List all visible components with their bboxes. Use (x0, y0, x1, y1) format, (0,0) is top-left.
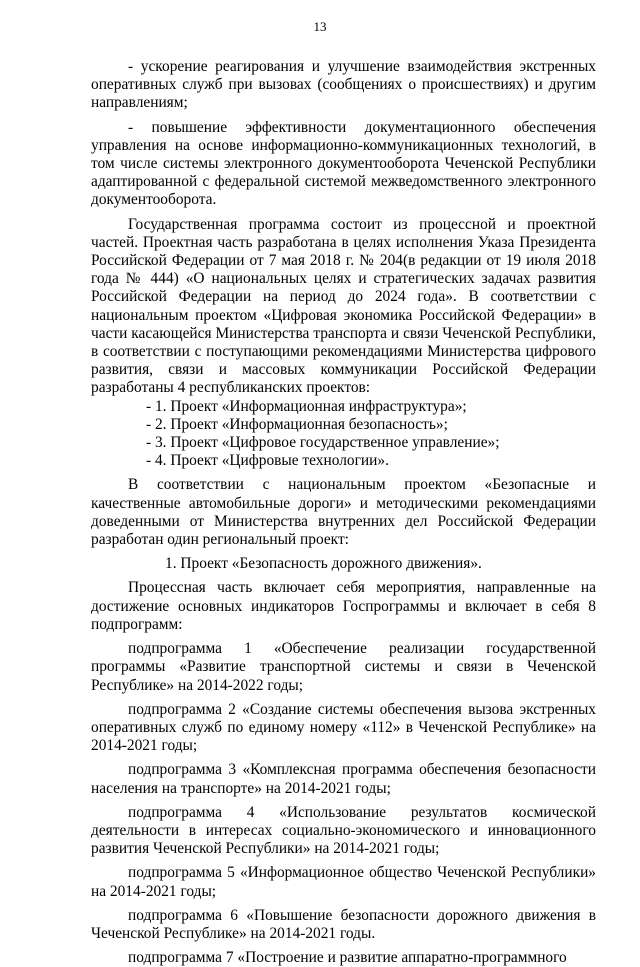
subprogram-item: подпрограмма 4 «Использование результатов космической деятельности в интересах социально-экономического и инновационного развития Чеченской Республики» на 2014-2021 годы; (91, 803, 596, 858)
paragraph-document-management: - повышение эффективности документационного обеспечения управления на основе информационно-коммуникационных технологий, в том числе системы электронного документооборота Чеченской Республики адаптированной с федеральной системой межведомственного электронного документооборота. (91, 118, 596, 209)
regional-project-item: 1. Проект «Безопасность дорожного движения». (165, 555, 482, 573)
paragraph-emergency-response: - ускорение реагирования и улучшение взаимодействия экстренных оперативных служб при вызовах (сообщениях о происшествиях) и другим направлениям; (91, 58, 596, 112)
project-item: - 4. Проект «Цифровые технологии». (146, 452, 389, 470)
project-item: - 1. Проект «Информационная инфраструктура»; (146, 397, 467, 415)
subprogram-item: подпрограмма 3 «Комплексная программа обеспечения безопасности населения на транспорте» на 2014-2021 годы; (91, 761, 596, 797)
project-item: - 2. Проект «Информационная безопасность»; (146, 415, 448, 433)
subprogram-item: подпрограмма 7 «Построение и развитие аппаратно-программного (128, 949, 567, 967)
paragraph-process-part: Процессная часть включает себя мероприятия, направленные на достижение основных индикаторов Госпрограммы и включает в себя 8 подпрограмм: (91, 579, 596, 633)
subprogram-item: подпрограмма 2 «Создание системы обеспечения вызова экстренных оперативных служб по единому номеру «112» в Чеченской Республике» на 2014-2021 годы; (91, 700, 596, 755)
document-body (91, 58, 596, 967)
paragraph-program-structure: Государственная программа состоит из процессной и проектной частей. Проектная часть разработана в целях исполнения Указа Президента Российской Федерации от 7 мая 2018 г. № 204(в редакции от 19 июля 2018 года № 444) «О национальных целях и стратегических задачах развития Российской Федерации на период до 2024 года». В соответствии с национальным проектом «Цифровая экономика Российской Федерации» в части касающейся Министерства транспорта и связи Чеченской Республики, в соответствии с поступающими рекомендациями Министерства цифрового развития, связи и массовых коммуникации Российской Федерации разработаны 4 республиканских проектов: (91, 215, 596, 397)
paragraph-road-safety-project: В соответствии с национальным проектом «Безопасные и качественные автомобильные дороги» и методическими рекомендациями доведенными от Министерства внутренних дел Российской Федерации разработан один региональный проект: (91, 476, 596, 549)
project-item: - 3. Проект «Цифровое государственное управление»; (146, 434, 500, 452)
page-number: 13 (313, 19, 327, 34)
subprogram-item: подпрограмма 1 «Обеспечение реализации государственной программы «Развитие транспортной системы и связи в Чеченской Республике» на 2014-2022 годы; (91, 640, 596, 694)
subprogram-item: подпрограмма 5 «Информационное общество Чеченской Республики» на 2014-2021 годы; (91, 864, 596, 900)
subprogram-item: подпрограмма 6 «Повышение безопасности дорожного движения в Чеченской Республике» на 2014-2021 годы. (91, 906, 596, 942)
